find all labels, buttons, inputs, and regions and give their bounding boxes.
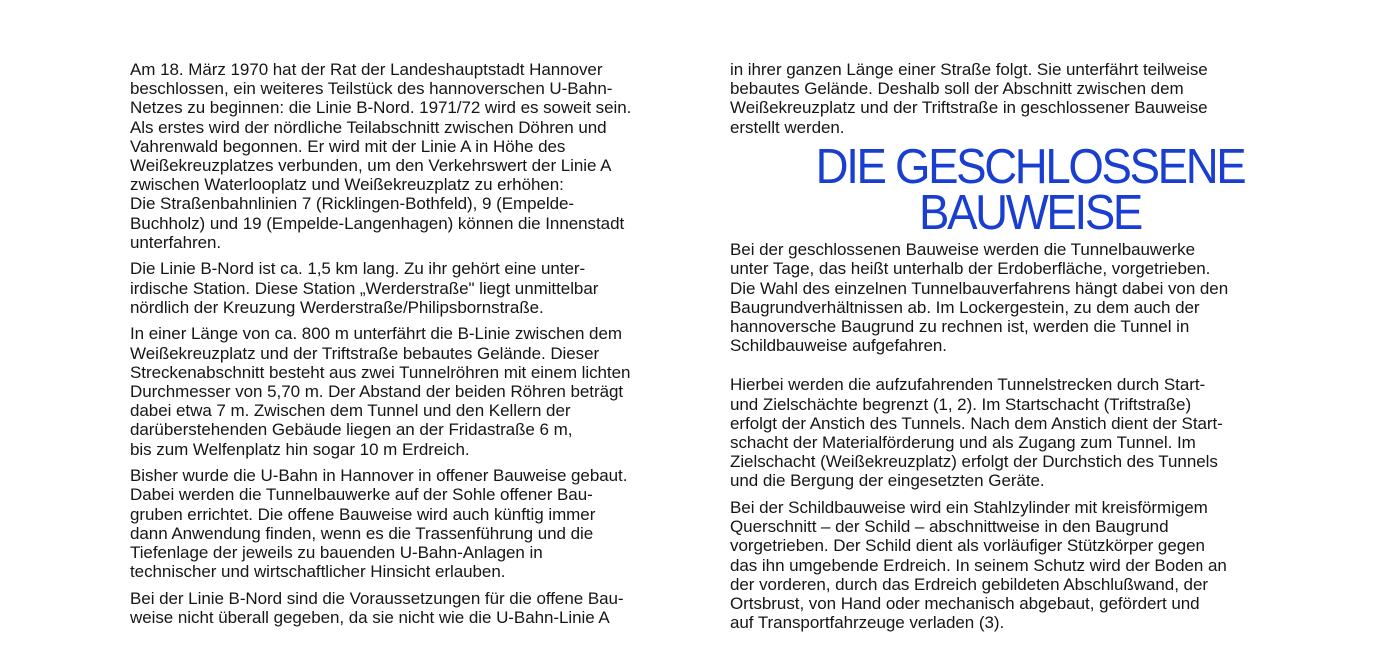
text-line: nördlich der Kreuzung Werderstraße/Philipsbornstraße. [130,297,544,317]
paragraph-geschlossene-bauweise [730,240,1290,355]
text-line: hannoversche Baugrund zu rechnen ist, werden die Tunnel in [730,317,1190,337]
text-line: Bei der Schildbauweise wird ein Stahlzylinder mit kreisförmigem [730,498,1208,518]
text-line: bis zum Welfenplatz hin sogar 10 m Erdreich. [130,439,470,459]
text-line: Weißekreuzplatz und der Triftstraße in geschlossener Bauweise [730,98,1208,118]
text-line: unter Tage, das heißt unterhalb der Erdoberfläche, vorgetrieben. [730,259,1211,279]
left-text-column [130,60,690,635]
right-text-column [730,60,1290,640]
text-line: das ihn umgebende Erdreich. In seinem Schutz wird der Boden an [730,555,1227,575]
text-line: und die Bergung der eingesetzten Geräte. [730,471,1045,491]
text-line: erfolgt der Anstich des Tunnels. Nach dem Anstich dient der Start- [730,413,1223,433]
paragraph-tunnel-length [130,324,690,458]
text-line: Vahrenwald begonnen. Er wird mit der Linie A in Höhe des [130,136,566,156]
text-line: dann Anwendung finden, wenn es die Trassenführung und die [130,523,594,543]
section-heading [746,140,1313,241]
text-line: technischer und wirtschaftlicher Hinsicht erlauben. [130,562,506,582]
text-line: dabei etwa 7 m. Zwischen dem Tunnel und den Kellern der [130,401,571,421]
text-line: Als erstes wird der nördliche Teilabschnitt zwischen Döhren und [130,117,607,137]
text-line: und Zielschächte begrenzt (1, 2). Im Startschacht (Triftstraße) [730,394,1192,414]
text-line: gruben errichtet. Die offene Bauweise wird auch künftig immer [130,504,596,524]
text-line: irdische Station. Diese Station „Werderstraße" liegt unmittelbar [130,278,599,298]
text-line: Baugrundverhältnissen ab. Im Lockergestein, zu dem auch der [730,297,1200,317]
text-line: Weißekreuzplatz und der Triftstraße bebautes Gelände. Dieser [130,343,600,363]
paragraph-start-zielschaechte [730,375,1290,490]
text-line: Streckenabschnitt besteht aus zwei Tunnelröhren mit einem lichten [130,362,631,382]
text-line: Bei der Linie B-Nord sind die Voraussetzungen für die offene Bau- [130,588,624,608]
text-line: Bei der geschlossenen Bauweise werden die Tunnelbauwerke [730,240,1195,260]
paragraph-offene-bauweise [130,466,690,581]
text-line: Querschnitt – der Schild – abschnittweise in den Baugrund [730,517,1169,537]
text-line: Schildbauweise aufgefahren. [730,336,947,356]
heading-line-1: DIE GESCHLOSSENE [815,140,1245,195]
text-line: Zielschacht (Weißekreuzplatz) erfolgt der Durchstich des Tunnels [730,452,1218,472]
paragraph-voraussetzungen [130,589,690,627]
text-line: weise nicht überall gegeben, da sie nicht wie die U-Bahn-Linie A [130,608,610,628]
text-line: bebautes Gelände. Deshalb soll der Abschnitt zwischen dem [730,79,1184,99]
text-line: beschlossen, ein weiteres Teilstück des hannoverschen U-Bahn- [130,79,613,99]
text-line: Die Linie B-Nord ist ca. 1,5 km lang. Zu ihr gehört eine unter- [130,259,586,279]
text-line: der vorderen, durch das Erdreich gebildeten Abschlußwand, der [730,574,1208,594]
text-line: Am 18. März 1970 hat der Rat der Landeshauptstadt Hannover [130,60,603,79]
text-line: darüberstehenden Gebäude liegen an der Fridastraße 6 m, [130,420,573,440]
text-line: In einer Länge von ca. 800 m unterfährt die B-Linie zwischen dem [130,324,622,344]
text-line: schacht der Materialförderung und als Zugang zum Tunnel. Im [730,433,1196,453]
text-line: Weißekreuzplatzes verbunden, um den Verkehrswert der Linie A [130,156,612,176]
paragraph-schildbauweise [730,498,1290,632]
text-line: Dabei werden die Tunnelbauwerke auf der Sohle offener Bau- [130,485,593,505]
text-line: Ortsbrust, von Hand oder mechanisch abgebaut, gefördert und [730,594,1200,614]
text-line: in ihrer ganzen Länge einer Straße folgt. Sie unterfährt teilweise [730,60,1208,79]
text-line: Bisher wurde die U-Bahn in Hannover in offener Bauweise gebaut. [130,466,628,486]
text-line: Die Wahl des einzelnen Tunnelbauverfahrens hängt dabei von den [730,278,1229,298]
text-line: Buchholz) und 19 (Empelde-Langenhagen) können die Innenstadt [130,213,625,233]
paragraph-continuation [730,60,1290,137]
paragraph-intro [130,60,690,252]
heading-line-2: BAUWEISE [919,186,1141,241]
text-line: Die Straßenbahnlinien 7 (Ricklingen-Bothfeld), 9 (Empelde- [130,194,575,214]
text-line: Durchmesser von 5,70 m. Der Abstand der beiden Röhren beträgt [130,382,624,402]
text-line: auf Transportfahrzeuge verladen (3). [730,613,1005,633]
text-line: Hierbei werden die aufzufahrenden Tunnelstrecken durch Start- [730,375,1206,395]
text-line: zwischen Waterlooplatz und Weißekreuzplatz zu erhöhen: [130,175,564,195]
text-line: Netzes zu beginnen: die Linie B-Nord. 1971/72 wird es soweit sein. [130,98,632,118]
text-line: erstellt werden. [730,117,845,137]
text-line: vorgetrieben. Der Schild dient als vorläufiger Stützkörper gegen [730,536,1205,556]
text-line: Tiefenlage der jeweils zu bauenden U-Bahn-Anlagen in [130,543,543,563]
paragraph-linie-b-nord [130,259,690,317]
text-line: unterfahren. [130,232,222,252]
